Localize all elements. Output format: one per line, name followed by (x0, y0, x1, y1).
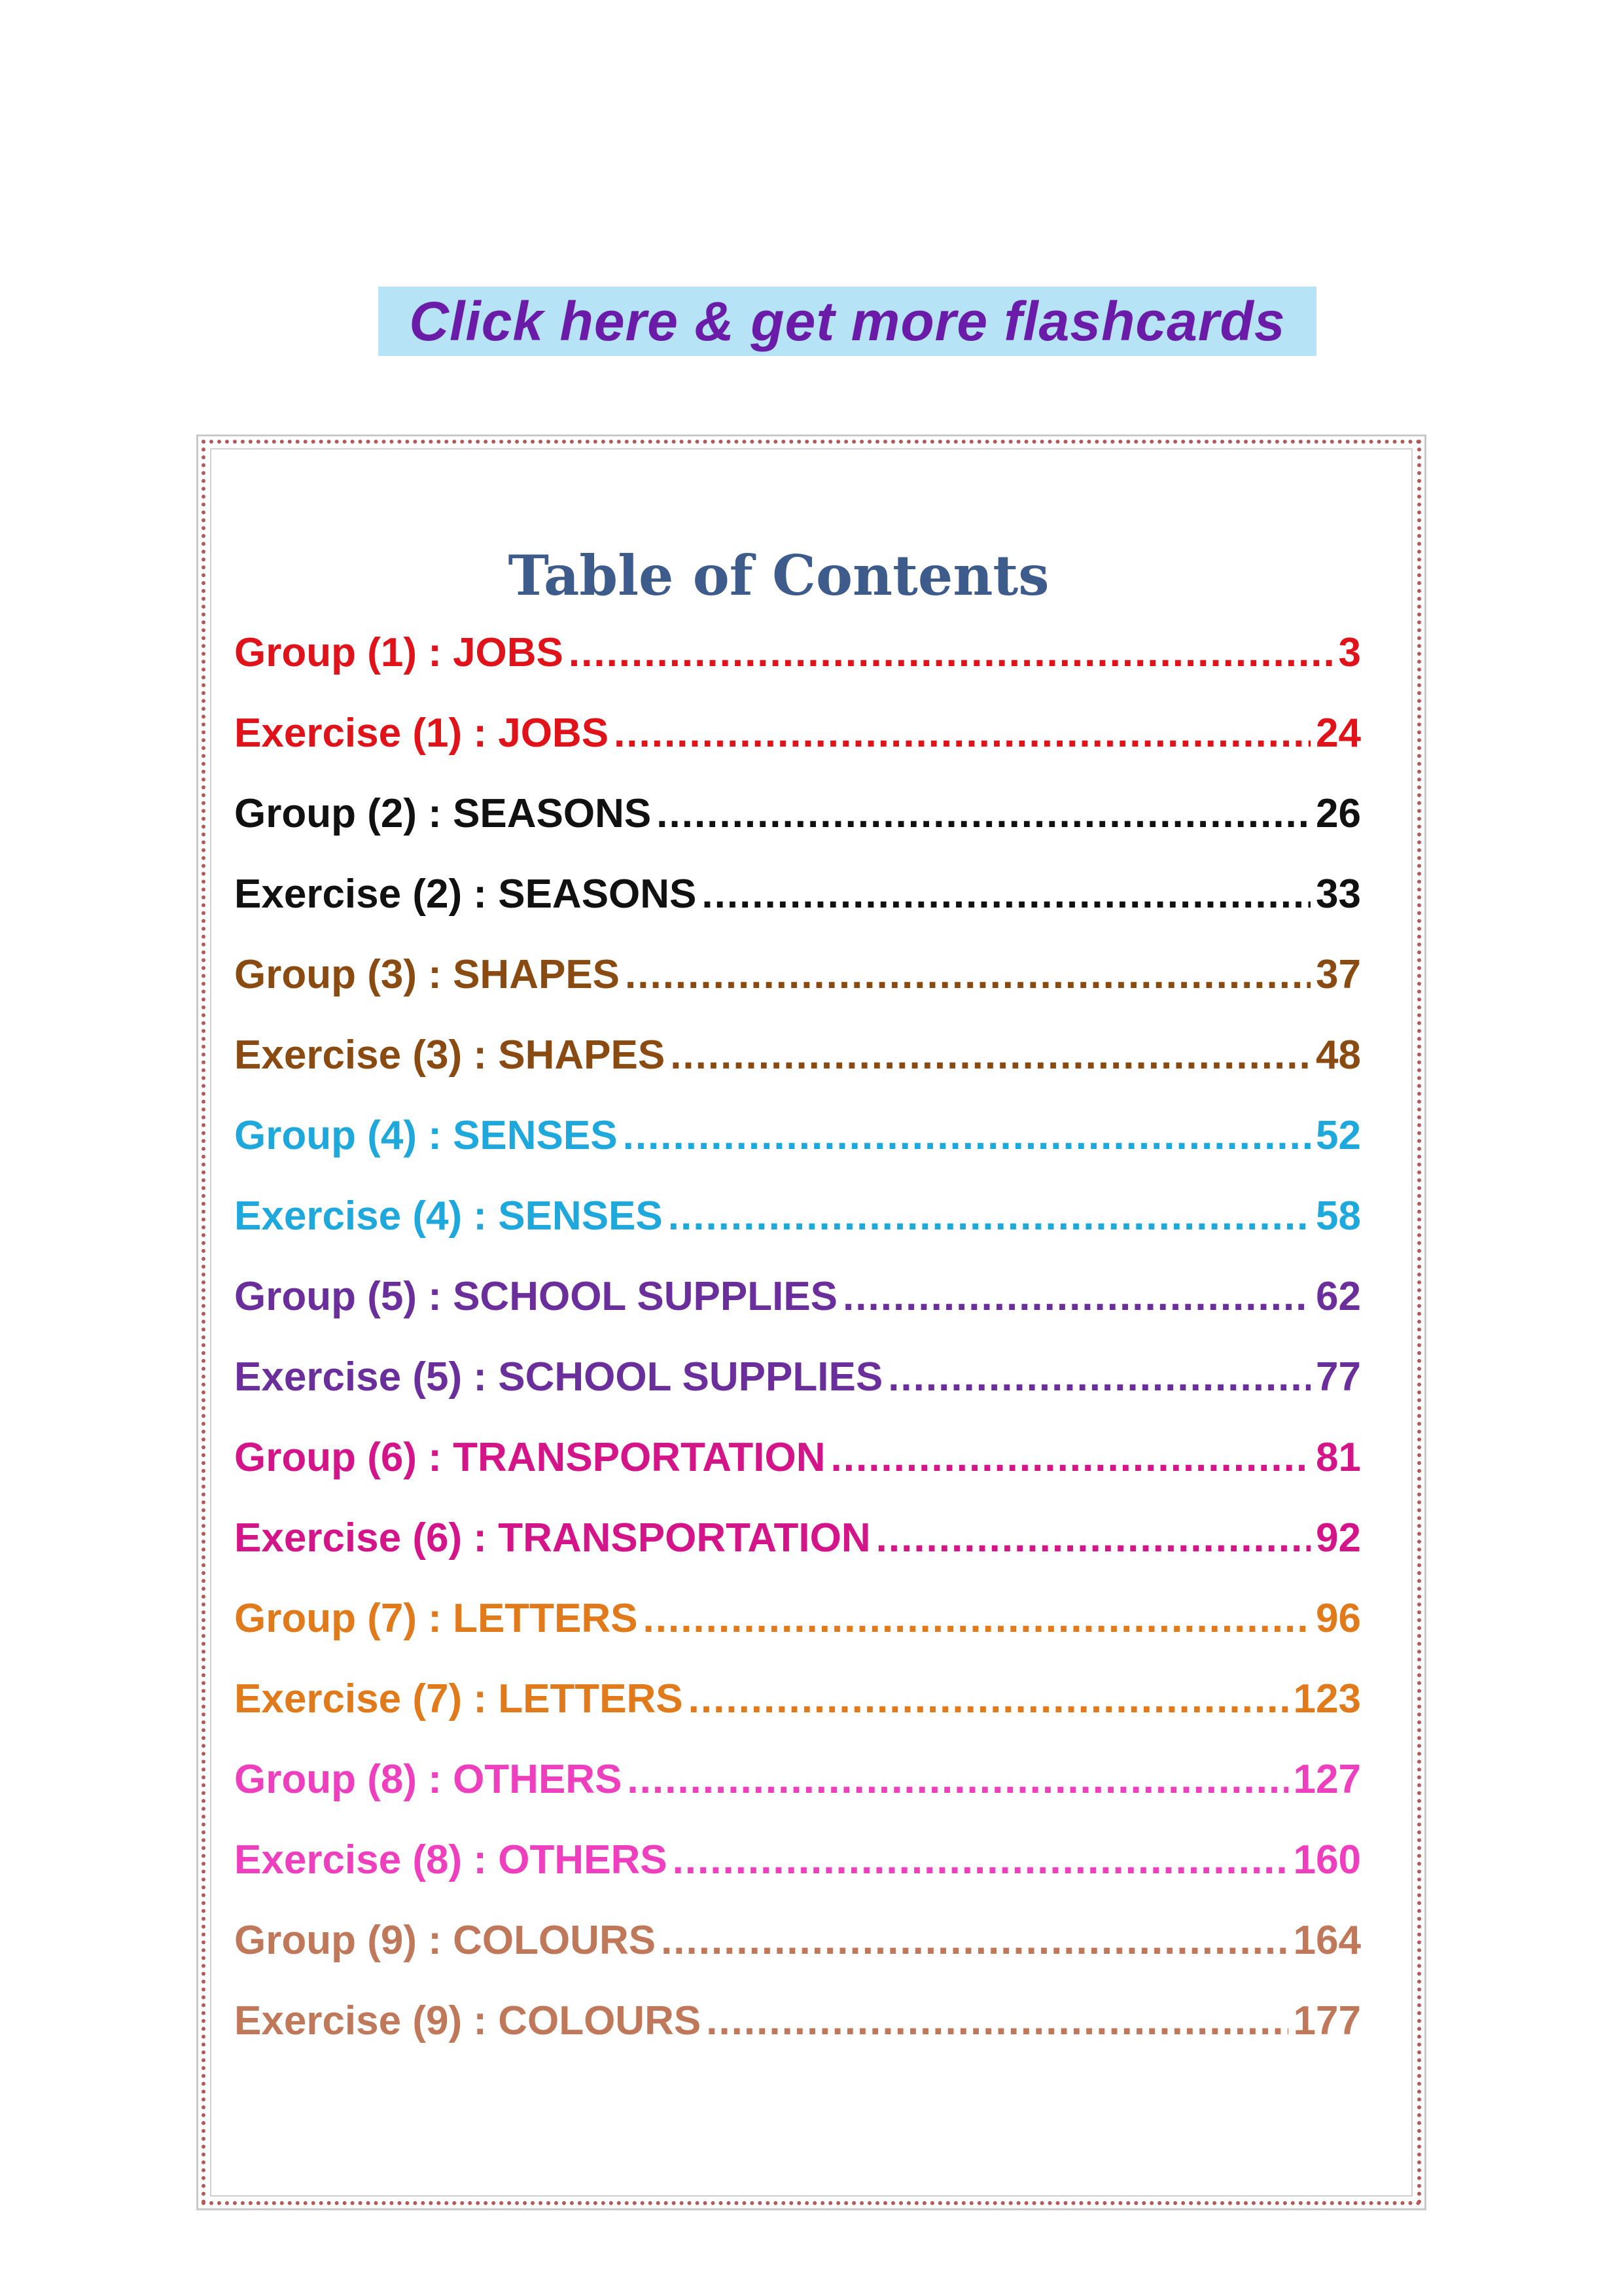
toc-entry-page: 52 (1316, 1113, 1361, 1158)
toc-entry[interactable] (234, 1595, 1361, 1676)
toc-dot-leader (831, 1434, 1311, 1481)
toc-dot-leader (673, 1837, 1288, 1883)
toc-entry-page: 96 (1316, 1596, 1361, 1641)
toc-entry-label: Group (2) : SEASONS (234, 791, 652, 836)
toc-list (234, 629, 1361, 2078)
toc-entry[interactable] (234, 1998, 1361, 2078)
toc-entry-page: 26 (1316, 791, 1361, 836)
toc-dot-leader (668, 1193, 1311, 1239)
toc-entry-page: 160 (1293, 1837, 1361, 1882)
toc-entry-page: 177 (1293, 1998, 1361, 2043)
toc-entry[interactable] (234, 871, 1361, 951)
toc-entry[interactable] (234, 1917, 1361, 1998)
toc-title: Table of Contents (508, 543, 1050, 608)
toc-entry-label: Exercise (4) : SENSES (234, 1193, 663, 1239)
more-flashcards-link[interactable] (378, 287, 1316, 356)
toc-dot-leader (843, 1273, 1311, 1320)
toc-entry-label: Exercise (3) : SHAPES (234, 1033, 665, 1078)
toc-entry[interactable] (234, 1676, 1361, 1756)
toc-entry-label: Group (1) : JOBS (234, 630, 563, 675)
toc-dot-leader (614, 710, 1311, 756)
toc-dot-leader (706, 1998, 1288, 2044)
toc-entry-page: 24 (1316, 711, 1361, 756)
toc-entry-page: 164 (1293, 1918, 1361, 1963)
toc-entry-label: Exercise (6) : TRANSPORTATION (234, 1515, 871, 1561)
toc-entry[interactable] (234, 1756, 1361, 1837)
more-flashcards-link-text: Click here & get more flashcards (409, 290, 1286, 352)
toc-entry-page: 77 (1316, 1354, 1361, 1400)
toc-entry[interactable] (234, 1193, 1361, 1273)
toc-dot-leader (569, 629, 1333, 676)
toc-entry-label: Group (8) : OTHERS (234, 1757, 622, 1802)
toc-dot-leader (670, 1032, 1311, 1078)
toc-entry-label: Exercise (8) : OTHERS (234, 1837, 667, 1882)
toc-entry[interactable] (234, 1032, 1361, 1112)
toc-entry[interactable] (234, 1112, 1361, 1193)
toc-entry-page: 92 (1316, 1515, 1361, 1561)
toc-dot-leader (661, 1917, 1288, 1964)
toc-entry-label: Group (7) : LETTERS (234, 1596, 638, 1641)
toc-entry[interactable] (234, 629, 1361, 710)
toc-entry-page: 127 (1293, 1757, 1361, 1802)
toc-entry-label: Group (3) : SHAPES (234, 952, 620, 997)
toc-dot-leader (627, 1756, 1288, 1803)
toc-entry-label: Group (4) : SENSES (234, 1113, 618, 1158)
toc-entry-label: Exercise (2) : SEASONS (234, 872, 697, 917)
toc-entry-label: Group (6) : TRANSPORTATION (234, 1435, 826, 1480)
toc-entry-page: 37 (1316, 952, 1361, 997)
toc-entry-page: 62 (1316, 1274, 1361, 1319)
toc-entry-label: Group (9) : COLOURS (234, 1918, 656, 1963)
toc-dot-leader (876, 1515, 1311, 1561)
toc-entry-page: 3 (1338, 630, 1361, 675)
toc-entry-label: Group (5) : SCHOOL SUPPLIES (234, 1274, 838, 1319)
toc-entry[interactable] (234, 1515, 1361, 1595)
toc-dot-leader (625, 951, 1311, 998)
toc-entry[interactable] (234, 1434, 1361, 1515)
toc-dot-leader (656, 790, 1311, 837)
toc-entry[interactable] (234, 1354, 1361, 1434)
toc-entry[interactable] (234, 790, 1361, 871)
toc-entry-page: 123 (1293, 1676, 1361, 1722)
toc-entry-page: 33 (1316, 872, 1361, 917)
toc-entry[interactable] (234, 951, 1361, 1032)
toc-entry-label: Exercise (7) : LETTERS (234, 1676, 683, 1722)
toc-dot-leader (623, 1112, 1311, 1159)
toc-entry-page: 81 (1316, 1435, 1361, 1480)
toc-entry-label: Exercise (5) : SCHOOL SUPPLIES (234, 1354, 883, 1400)
toc-entry-label: Exercise (1) : JOBS (234, 711, 609, 756)
toc-entry[interactable] (234, 710, 1361, 790)
toc-entry[interactable] (234, 1273, 1361, 1354)
toc-dot-leader (688, 1676, 1288, 1722)
toc-entry[interactable] (234, 1837, 1361, 1917)
toc-dot-leader (643, 1595, 1311, 1642)
toc-entry-page: 48 (1316, 1033, 1361, 1078)
toc-dot-leader (888, 1354, 1311, 1400)
toc-entry-label: Exercise (9) : COLOURS (234, 1998, 701, 2043)
toc-dot-leader (701, 871, 1311, 917)
toc-entry-page: 58 (1316, 1193, 1361, 1239)
